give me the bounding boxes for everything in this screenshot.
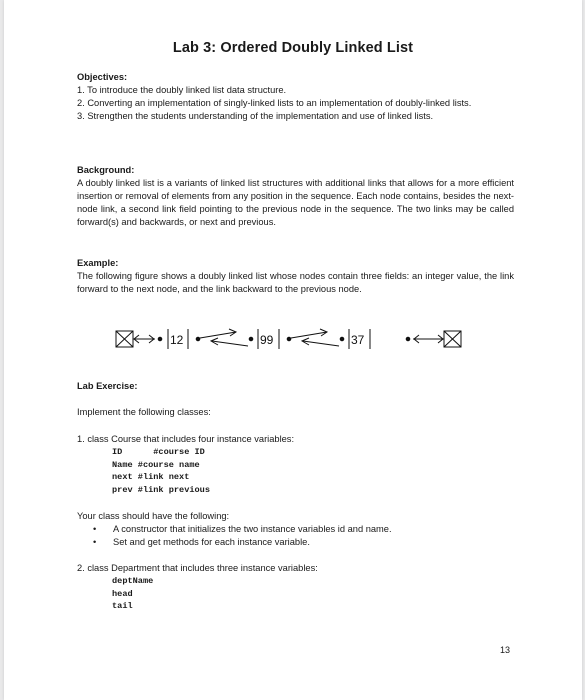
class2-var-tail: tail xyxy=(112,601,133,612)
page-number: 13 xyxy=(500,645,511,655)
class1-var-id: ID #course ID xyxy=(112,447,205,457)
class1-bullets xyxy=(77,523,514,549)
bullet-text: A constructor that initializes the two instance variables id and name. xyxy=(113,524,392,534)
node-value-1: 12 xyxy=(170,333,184,347)
node-value-3: 37 xyxy=(351,333,365,347)
objectives-heading: Objectives: xyxy=(77,72,128,82)
class1-var-name: Name #course name xyxy=(112,459,200,470)
objective-item-2: 2. Converting an implementation of singly-linked lists to an implementation of doubly-linked lists. xyxy=(77,98,472,108)
example-heading: Example: xyxy=(77,258,119,268)
class1-var-next: next #link next xyxy=(112,472,190,483)
class1-should-have: Your class should have the following: xyxy=(77,511,230,521)
page-title: Lab 3: Ordered Doubly Linked List xyxy=(172,40,414,56)
document-page xyxy=(4,0,582,700)
node-value-2: 99 xyxy=(260,333,274,347)
doubly-linked-list-figure xyxy=(108,321,478,355)
example-section xyxy=(77,257,514,296)
background-heading: Background: xyxy=(77,165,135,175)
class2-vars xyxy=(112,575,153,613)
lab-exercise-section xyxy=(77,380,514,393)
background-section xyxy=(77,164,514,229)
objectives-section xyxy=(77,71,514,123)
lab-exercise-intro: Implement the following classes: xyxy=(77,407,211,417)
lab-exercise-heading: Lab Exercise: xyxy=(77,381,138,391)
bullet-text: Set and get methods for each instance variable. xyxy=(113,537,310,547)
example-text: The following figure shows a doubly linked list whose nodes contain three fields: an integer value, the link forward to the next node, and the link backward to the previous node. xyxy=(77,271,514,294)
class2-var-head: head xyxy=(112,588,133,599)
class1-title: 1. class Course that includes four instance variables: xyxy=(77,434,295,444)
class1-requirements xyxy=(77,510,514,549)
class2-var-deptname: deptName xyxy=(112,576,154,586)
objective-item-1: 1. To introduce the doubly linked list data structure. xyxy=(77,85,287,95)
list-item: • A constructor that initializes the two instance variables id and name. xyxy=(93,524,392,534)
class1-vars xyxy=(112,446,210,496)
background-text: A doubly linked list is a variants of linked list structures with additional links that allows for a more efficient insertion or removal of elements from any position in the sequence. Each node contains, besides the next-node link, a second link field pointing to the previous node in the sequence. The two links may be called forward(s) and backwards, or next and previous. xyxy=(77,178,514,227)
list-item: • Set and get methods for each instance variable. xyxy=(93,537,310,547)
objective-item-3: 3. Strengthen the students understanding of the implementation and use of linked lists. xyxy=(77,111,434,121)
class2-title: 2. class Department that includes three instance variables: xyxy=(77,563,318,573)
class1-var-prev: prev #link previous xyxy=(112,484,210,495)
